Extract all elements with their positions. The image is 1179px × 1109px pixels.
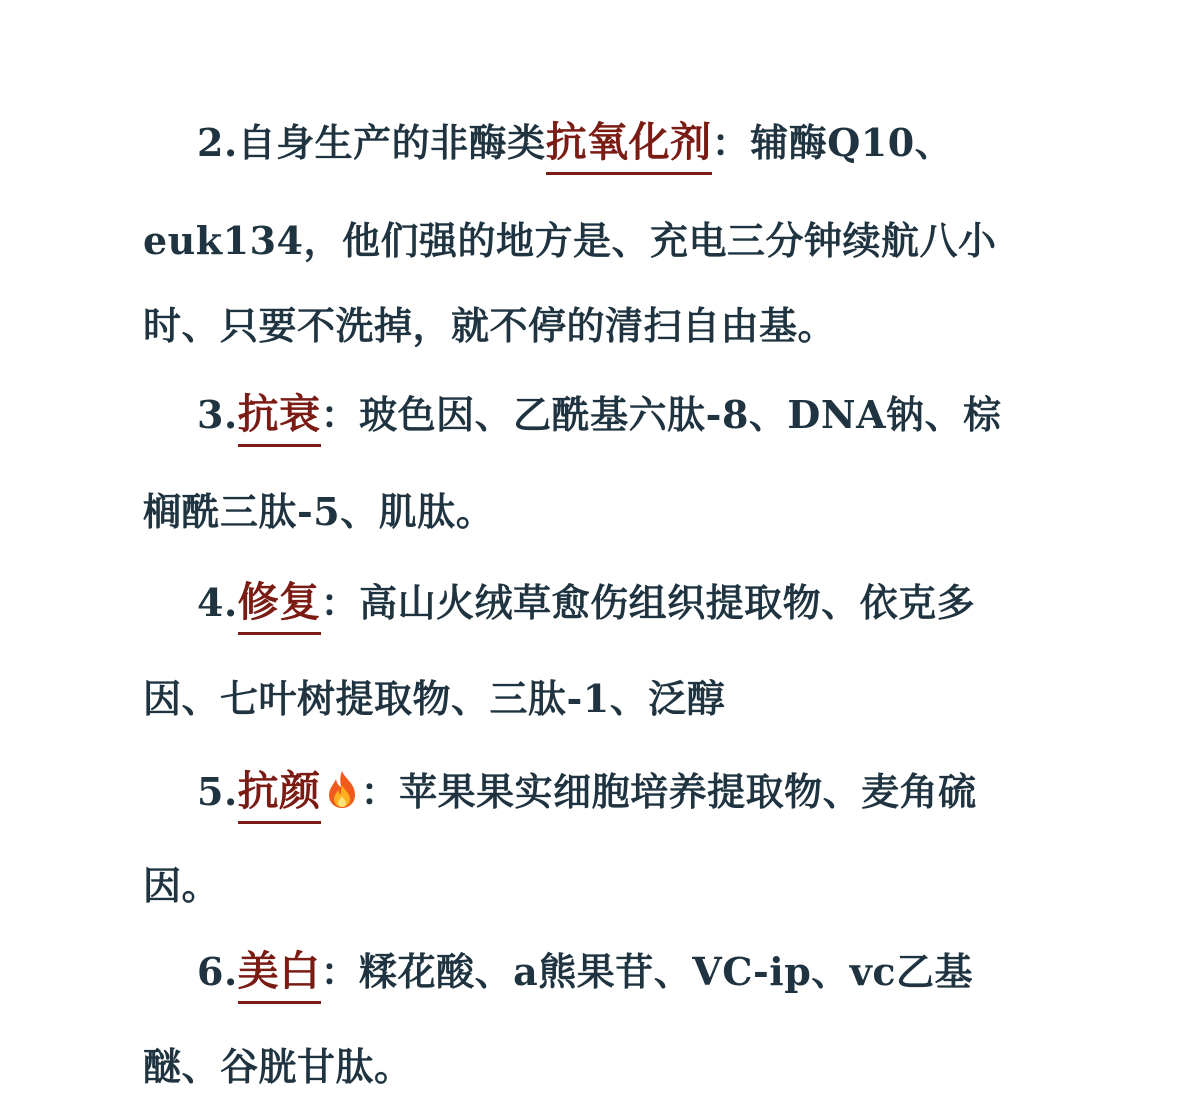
item-6-heading: 美白: [237, 947, 321, 995]
item-4-text: ：高山火绒草愈伤组织提取物、依克多: [320, 580, 976, 625]
item-2-line-2: euk134，他们强的地方是、充电三分钟续航八小: [143, 218, 997, 263]
item-6-text: ：糅花酸、a熊果苷、VC-ip、vc乙基: [320, 949, 974, 994]
item-4-heading: 修复: [237, 578, 321, 626]
item-5-line-1: [197, 762, 1097, 822]
item-6-number: 6.: [197, 949, 238, 994]
item-2-heading: 抗氧化剂: [545, 118, 712, 166]
item-3-line-1: [197, 385, 1097, 445]
fire-emoji-icon: [325, 766, 359, 806]
item-5-heading: 抗颜: [237, 767, 321, 815]
item-5-number: 5.: [197, 769, 238, 814]
item-2-text: ：辅酶Q10、: [711, 120, 954, 165]
item-4-number: 4.: [197, 580, 238, 625]
item-2-intro: 自身生产的非酶类: [237, 120, 546, 165]
item-3-line-2: 榈酰三肽-5、肌肽。: [143, 489, 495, 534]
item-3-number: 3.: [197, 392, 238, 437]
item-5-text: ：苹果果实细胞培养提取物、麦角硫: [360, 769, 977, 814]
item-2-line-1: [197, 113, 1097, 173]
item-3-heading: 抗衰: [237, 390, 321, 438]
item-2-number: 2.: [197, 120, 238, 165]
item-4-line-1: [197, 573, 1097, 633]
item-3-text: ：玻色因、乙酰基六肽-8、DNA钠、棕: [320, 392, 1002, 437]
item-6-line-1: [197, 942, 1097, 1002]
item-5-line-2: 因。: [143, 863, 221, 908]
item-4-line-2: 因、七叶树提取物、三肽-1、泛醇: [143, 676, 726, 721]
item-2-line-3: 时、只要不洗掉，就不停的清扫自由基。: [143, 303, 837, 348]
item-6-line-2: 醚、谷胱甘肽。: [143, 1044, 413, 1089]
